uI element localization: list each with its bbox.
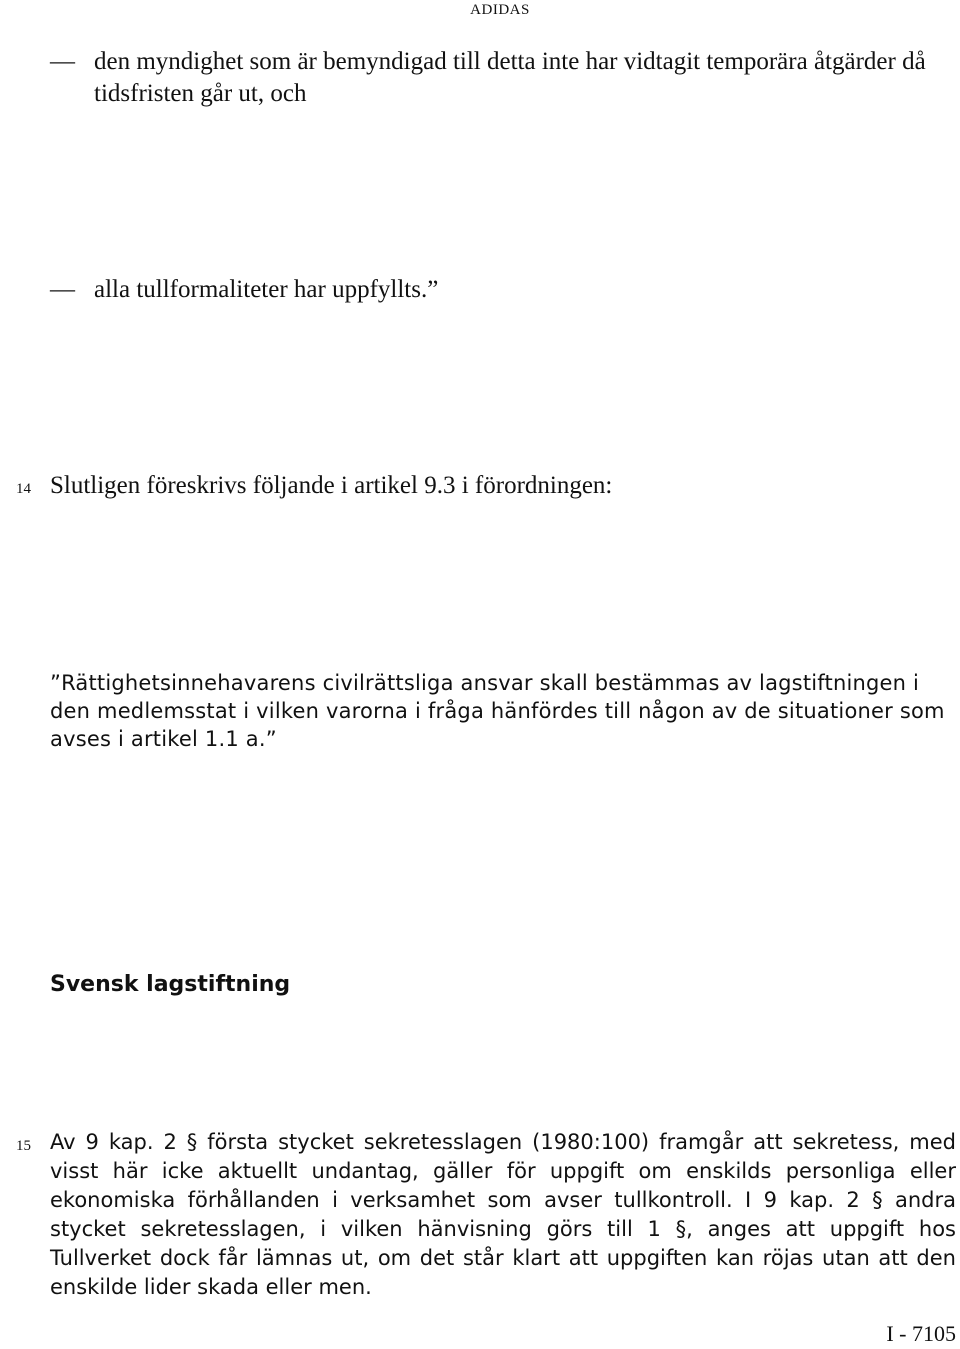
section-heading: Svensk lagstiftning <box>50 972 291 997</box>
dash-item-text: den myndighet som är bemyndigad till detta inte har vidtagit temporära åtgärder då tidsfristen går ut, och <box>94 48 926 107</box>
dash-list-item <box>50 46 950 110</box>
dash-marker: — <box>50 48 75 75</box>
running-title: ADIDAS <box>470 2 530 18</box>
page-number: I - 7105 <box>886 1321 956 1346</box>
paragraph-text: Slutligen föreskrivs följande i artikel 9.3 i förordningen: <box>50 472 613 499</box>
dash-marker: — <box>50 276 75 303</box>
dash-list-item <box>50 274 950 306</box>
paragraph-number: 14 <box>16 481 31 497</box>
quoted-provision: ”Rättighetsinnehavarens civilrättsliga ansvar skall bestämmas av lagstiftningen i den medlemsstat i vilken varorna i fråga hänfördes till någon av de situationer som avses i artikel 1.1 a.” <box>50 671 945 751</box>
dash-item-text: alla tullformaliteter har uppfyllts.” <box>94 276 439 303</box>
running-header <box>0 0 960 20</box>
paragraph-text: Av 9 kap. 2 § första stycket sekretesslagen (1980:100) framgår att sekretess, med visst här icke aktuellt undantag, gäller för uppgift om enskilds personliga eller ekonomiska förhållanden i verksamhet som avser tullkontroll. I 9 kap. 2 § andra stycket sekretesslagen, i vilken hänvisning görs till 1 §, anges att uppgift hos Tullverket dock får lämnas ut, om det står klart att uppgiften kan röjas utan att den enskilde lider skada eller men. <box>50 1130 956 1299</box>
paragraph-number: 15 <box>16 1138 31 1154</box>
